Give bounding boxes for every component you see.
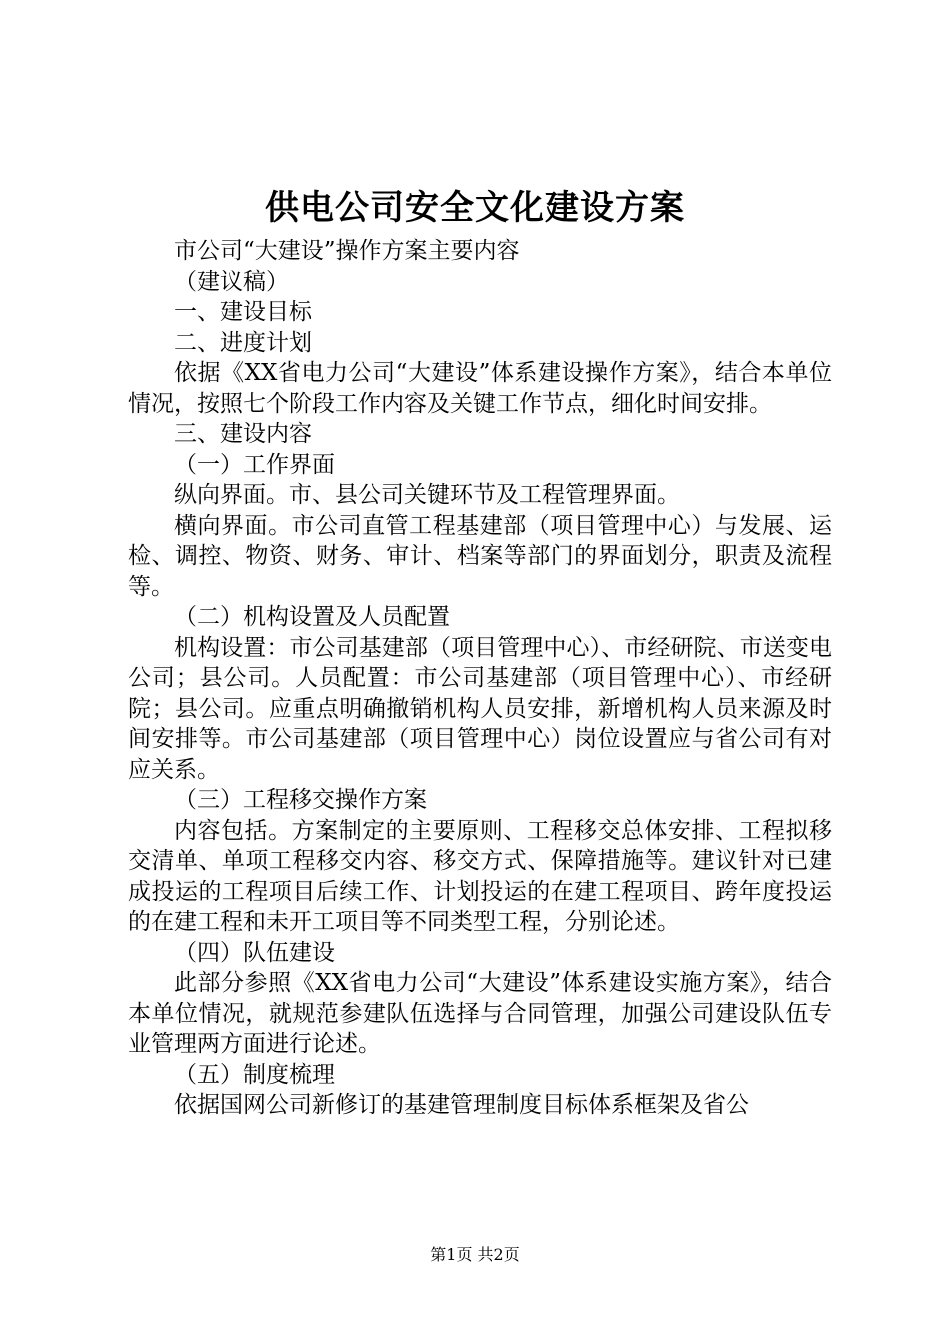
- document-title: 供电公司安全文化建设方案: [265, 188, 685, 228]
- subsection-heading: （五）制度梳理: [174, 1061, 335, 1088]
- body-paragraph: 依据国网公司新修订的基建管理制度目标体系框架及省公: [174, 1092, 749, 1118]
- page-number-footer: 第1页 共2页: [430, 1245, 520, 1264]
- subsection-heading: （二）机构设置及人员配置: [174, 604, 450, 630]
- body-paragraph: 内容包括。方案制定的主要原则、工程移交总体安排、工程拟移交清单、单项工程移交内容、移交方式、保障措施等。建议针对已建成投运的工程项目后续工作、计划投运的在建工程项目、跨年度投运的在建工程和未开工项目等不同类型工程，分别论述。: [128, 817, 832, 935]
- body-paragraph: 此部分参照《XX省电力公司“大建设”体系建设实施方案》，结合本单位情况，就规范参建队伍选择与合同管理，加强公司建设队伍专业管理两方面进行论述。: [128, 970, 832, 1057]
- body-paragraph: 市公司“大建设”操作方案主要内容: [174, 238, 520, 264]
- body-paragraph: 横向界面。市公司直管工程基建部（项目管理中心）与发展、运检、调控、物资、财务、审计、档案等部门的界面划分，职责及流程等。: [128, 512, 832, 600]
- document-body: [128, 236, 832, 1121]
- subsection-heading: （三）工程移交操作方案: [174, 787, 427, 813]
- subsection-heading: （四）队伍建设: [174, 939, 335, 966]
- section-heading: 二、进度计划: [174, 329, 312, 356]
- section-heading: 一、建设目标: [174, 299, 312, 325]
- subsection-heading: （一）工作界面: [174, 451, 335, 478]
- section-heading: 三、建设内容: [174, 421, 312, 447]
- body-paragraph: 纵向界面。市、县公司关键环节及工程管理界面。: [174, 482, 680, 508]
- body-paragraph: 依据《XX省电力公司“大建设”体系建设操作方案》，结合本单位情况，按照七个阶段工作内容及关键工作节点，细化时间安排。: [128, 360, 832, 417]
- body-paragraph: （建议稿）: [174, 268, 289, 295]
- body-paragraph: 机构设置：市公司基建部（项目管理中心）、市经研院、市送变电公司；县公司。人员配置：市公司基建部（项目管理中心）、市经研院；县公司。应重点明确撤销机构人员安排，新增机构人员来源及时间安排等。市公司基建部（项目管理中心）岗位设置应与省公司有对应关系。: [128, 634, 832, 783]
